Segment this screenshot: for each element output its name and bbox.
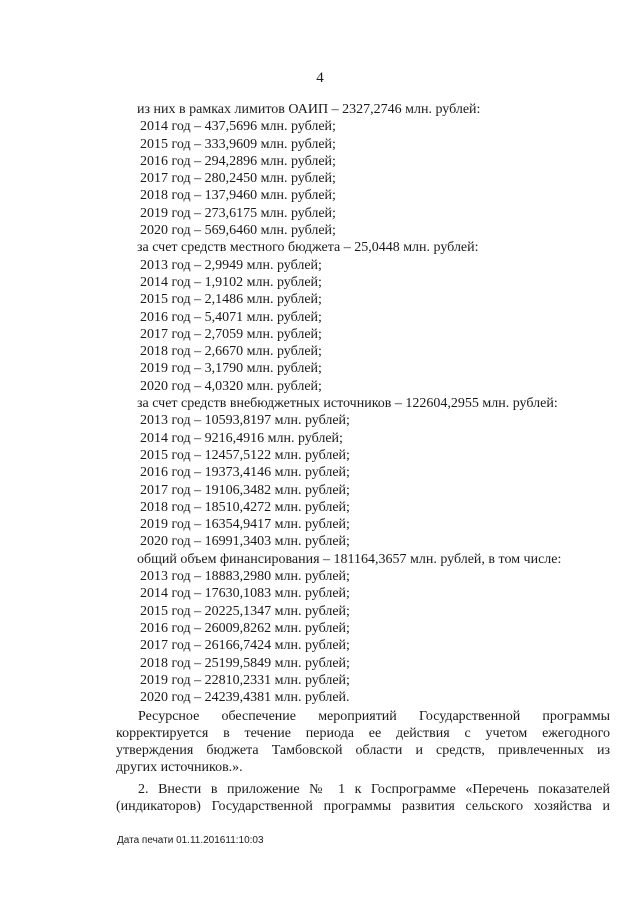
- list-item: 2015 год – 2,1486 млн. рублей;: [140, 292, 322, 308]
- list-item: 2019 год – 273,6175 млн. рублей;: [140, 205, 336, 221]
- list-item: 2015 год – 333,9609 млн. рублей;: [140, 136, 336, 152]
- list-item: 2020 год – 16991,3403 млн. рублей;: [140, 534, 350, 550]
- paragraph-line: корректируется в течение периода ее действия с учетом ежегодного: [116, 726, 610, 741]
- funding-list: [137, 101, 607, 706]
- list-item: 2020 год – 24239,4381 млн. рублей.: [140, 690, 350, 706]
- list-item: 2018 год – 2,6670 млн. рублей;: [140, 344, 322, 360]
- list-item: 2014 год – 17630,1083 млн. рублей;: [140, 586, 350, 602]
- paragraph-line: других источников.».: [116, 760, 243, 775]
- page-number: 4: [316, 70, 324, 86]
- list-item: 2015 год – 20225,1347 млн. рублей;: [140, 603, 350, 619]
- list-item: 2018 год – 137,9460 млн. рублей;: [140, 188, 336, 204]
- list-item: 2019 год – 16354,9417 млн. рублей;: [140, 517, 350, 533]
- list-item: из них в рамках лимитов ОАИП – 2327,2746 млн. рублей:: [137, 102, 481, 117]
- list-item: 2018 год – 18510,4272 млн. рублей;: [140, 499, 350, 515]
- list-item: 2013 год – 18883,2980 млн. рублей;: [140, 569, 350, 585]
- paragraph-line: Ресурсное обеспечение мероприятий Государственной программы: [138, 709, 610, 724]
- list-item: 2019 год – 3,1790 млн. рублей;: [140, 361, 322, 377]
- list-item: 2017 год – 26166,7424 млн. рублей;: [140, 638, 350, 654]
- paragraph-line: утверждения бюджета Тамбовской области и средств, привлеченных из: [116, 743, 610, 758]
- list-item: 2017 год – 19106,3482 млн. рублей;: [140, 482, 350, 498]
- amendment-paragraph: [116, 781, 610, 815]
- print-date: Дата печати 01.11.201611:10:03: [117, 835, 264, 846]
- list-item: 2015 год – 12457,5122 млн. рублей;: [140, 447, 350, 463]
- resource-paragraph: [116, 708, 610, 776]
- list-item: 2013 год – 10593,8197 млн. рублей;: [140, 413, 350, 429]
- list-item: 2017 год – 2,7059 млн. рублей;: [140, 326, 322, 342]
- list-item: 2014 год – 1,9102 млн. рублей;: [140, 274, 322, 290]
- list-item: 2017 год – 280,2450 млн. рублей;: [140, 171, 336, 187]
- list-item: 2016 год – 5,4071 млн. рублей;: [140, 309, 322, 325]
- list-item: общий объем финансирования – 181164,3657 млн. рублей, в том числе:: [137, 551, 562, 567]
- list-item: 2016 год – 19373,4146 млн. рублей;: [140, 465, 350, 481]
- list-item: за счет средств внебюджетных источников – 122604,2955 млн. рублей:: [137, 396, 558, 412]
- list-item: 2014 год – 437,5696 млн. рублей;: [140, 119, 336, 135]
- list-item: 2014 год – 9216,4916 млн. рублей;: [140, 430, 343, 446]
- list-item: 2020 год – 569,6460 млн. рублей;: [140, 223, 336, 239]
- paragraph-line: (индикаторов) Государственной программы развития сельского хозяйства и: [116, 799, 610, 814]
- list-item: 2019 год – 22810,2331 млн. рублей;: [140, 672, 350, 688]
- list-item: за счет средств местного бюджета – 25,0448 млн. рублей:: [137, 240, 479, 256]
- list-item: 2018 год – 25199,5849 млн. рублей;: [140, 655, 350, 671]
- paragraph-line: 2. Внести в приложение № 1 к Госпрограмме «Перечень показателей: [138, 782, 610, 797]
- list-item: 2016 год – 26009,8262 млн. рублей;: [140, 620, 350, 636]
- list-item: 2013 год – 2,9949 млн. рублей;: [140, 257, 322, 273]
- list-item: 2020 год – 4,0320 млн. рублей;: [140, 378, 322, 394]
- list-item: 2016 год – 294,2896 млн. рублей;: [140, 153, 336, 169]
